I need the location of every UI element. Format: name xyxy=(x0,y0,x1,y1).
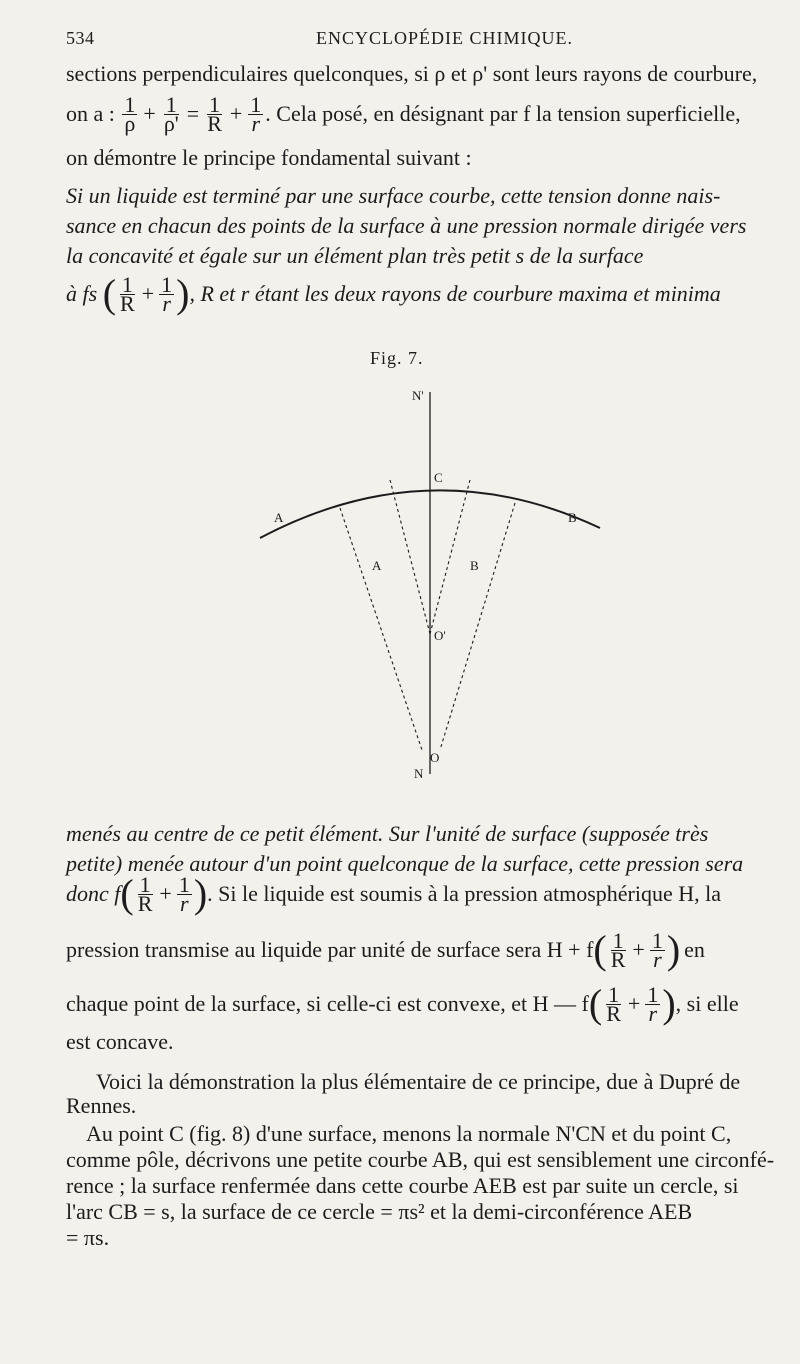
numerator: 1 xyxy=(165,91,177,117)
para2-line4 xyxy=(66,926,776,974)
equals-sign: = xyxy=(186,101,200,126)
denominator: r xyxy=(180,890,189,916)
para1-line2 xyxy=(66,92,776,136)
running-head xyxy=(66,28,770,52)
label-B: B xyxy=(568,510,577,525)
fraction-1-r xyxy=(645,981,660,1026)
page-number: 534 xyxy=(66,28,95,48)
numerator: 1 xyxy=(612,927,624,953)
para4-line2: comme pôle, décrivons une petite courbe AB, qui est sensiblement une circonfé- xyxy=(66,1147,775,1172)
label-B-inner: B xyxy=(470,558,479,573)
numerator: 1 xyxy=(209,91,221,117)
journal-title: ENCYCLOPÉDIE CHIMIQUE. xyxy=(316,28,573,48)
fraction-1-rho-prime xyxy=(162,91,181,136)
text: donc f xyxy=(66,881,121,906)
text: , R et r étant les deux rayons de courbure maxima et minima xyxy=(189,281,721,306)
plus-sign: + xyxy=(229,101,243,126)
text: en xyxy=(684,937,705,962)
paren-right: ) xyxy=(176,271,190,316)
denominator: R xyxy=(610,946,626,972)
figure-7-diagram xyxy=(230,378,630,788)
denominator: ρ' xyxy=(163,110,179,136)
fraction-1-R xyxy=(205,91,224,136)
paren-right: ) xyxy=(193,871,208,916)
radius-A-O xyxy=(340,508,422,750)
numerator: 1 xyxy=(121,271,133,297)
para3-line2: Rennes. xyxy=(66,1093,137,1118)
plus-sign: + xyxy=(159,881,172,906)
fraction-1-r xyxy=(159,271,174,316)
denominator: r xyxy=(653,946,662,972)
text: , si elle xyxy=(675,991,739,1016)
numerator: 1 xyxy=(178,871,190,897)
denominator: ρ xyxy=(124,110,136,136)
para1-line1: sections perpendiculaires quelconques, si ρ et ρ' sont leurs rayons de courbure, xyxy=(66,61,758,86)
text: on a : xyxy=(66,101,115,126)
para4-line3: rence ; la surface renfermée dans cette courbe AEB est par suite un cercle, si xyxy=(66,1173,739,1198)
plus-sign: + xyxy=(141,281,155,306)
fraction-1-r xyxy=(177,871,192,916)
denominator: R xyxy=(207,110,222,136)
text: chaque point de la surface, si celle-ci est convexe, et H — f xyxy=(66,991,589,1016)
paren-right: ) xyxy=(662,981,676,1026)
numerator: 1 xyxy=(608,981,620,1007)
paren-left: ( xyxy=(588,981,603,1026)
label-N: N xyxy=(414,766,424,781)
para2-line2: petite) menée autour d'un point quelconque de la surface, cette pression sera xyxy=(66,851,744,876)
theorem-line1: Si un liquide est terminé par une surface courbe, cette tension donne nais- xyxy=(66,183,721,208)
fraction-1-R xyxy=(604,981,623,1026)
numerator: 1 xyxy=(651,927,663,953)
fraction-1-r xyxy=(248,91,263,136)
para2-line1: menés au centre de ce petit élément. Sur l'unité de surface (supposée très xyxy=(66,821,709,846)
text: pression transmise au liquide par unité de surface sera H + f xyxy=(66,937,594,962)
para4-line4: l'arc CB = s, la surface de ce cercle = πs² et la demi-circonférence AEB xyxy=(66,1199,693,1224)
paren-left: ( xyxy=(102,271,117,316)
para1-line3: on démontre le principe fondamental suivant : xyxy=(66,145,472,170)
para2-line3 xyxy=(66,870,776,918)
numerator: 1 xyxy=(139,871,151,897)
theorem-line4 xyxy=(66,270,776,318)
text: à fs xyxy=(66,281,98,306)
fraction-1-R xyxy=(118,271,137,316)
plus-sign: + xyxy=(627,991,641,1016)
para4-line1: Au point C (fig. 8) d'une surface, menons la normale N'CN et du point C, xyxy=(86,1121,732,1146)
figure-7 xyxy=(230,378,630,788)
plus-sign: + xyxy=(632,937,645,962)
label-A: A xyxy=(274,510,284,525)
para3-line1: Voici la démonstration la plus élémentaire de ce principe, due à Dupré de xyxy=(96,1069,741,1094)
figure-caption: Fig. 7. xyxy=(370,348,424,368)
denominator: r xyxy=(251,110,261,136)
para2-line6: est concave. xyxy=(66,1029,174,1054)
denominator: r xyxy=(162,290,171,316)
fraction-1-R xyxy=(609,927,628,972)
denominator: r xyxy=(648,1000,658,1026)
label-O-prime: O' xyxy=(434,628,446,643)
numerator: 1 xyxy=(250,91,262,117)
label-O: O xyxy=(430,750,440,765)
para2-line5 xyxy=(66,980,776,1028)
theorem-line3: la concavité et égale sur un élément plan très petit s de la surface xyxy=(66,243,644,268)
theorem-line2: sance en chacun des points de la surface à une pression normale dirigée vers xyxy=(66,213,747,238)
fraction-1-rho xyxy=(122,91,137,136)
radius-Ainner-Oprime xyxy=(390,480,430,634)
text: . Cela posé, en désignant par f la tension superficielle, xyxy=(265,101,741,126)
paren-right: ) xyxy=(666,927,681,972)
fraction-1-R xyxy=(136,871,155,916)
paren-left: ( xyxy=(593,927,607,972)
numerator: 1 xyxy=(647,981,659,1007)
denominator: R xyxy=(606,1000,621,1026)
fraction-1-r xyxy=(650,927,665,972)
para4-line5: = πs. xyxy=(66,1225,110,1250)
label-N-prime: N' xyxy=(412,388,424,403)
numerator: 1 xyxy=(124,91,136,117)
numerator: 1 xyxy=(161,271,173,297)
label-C: C xyxy=(434,470,443,485)
text: . Si le liquide est soumis à la pression atmosphérique H, la xyxy=(207,881,722,906)
denominator: R xyxy=(120,290,135,316)
paren-left: ( xyxy=(120,871,134,916)
radius-B-O xyxy=(440,503,515,750)
plus-sign: + xyxy=(143,101,156,126)
radius-Binner-Oprime xyxy=(430,480,470,634)
denominator: R xyxy=(137,890,153,916)
label-A-inner: A xyxy=(372,558,382,573)
